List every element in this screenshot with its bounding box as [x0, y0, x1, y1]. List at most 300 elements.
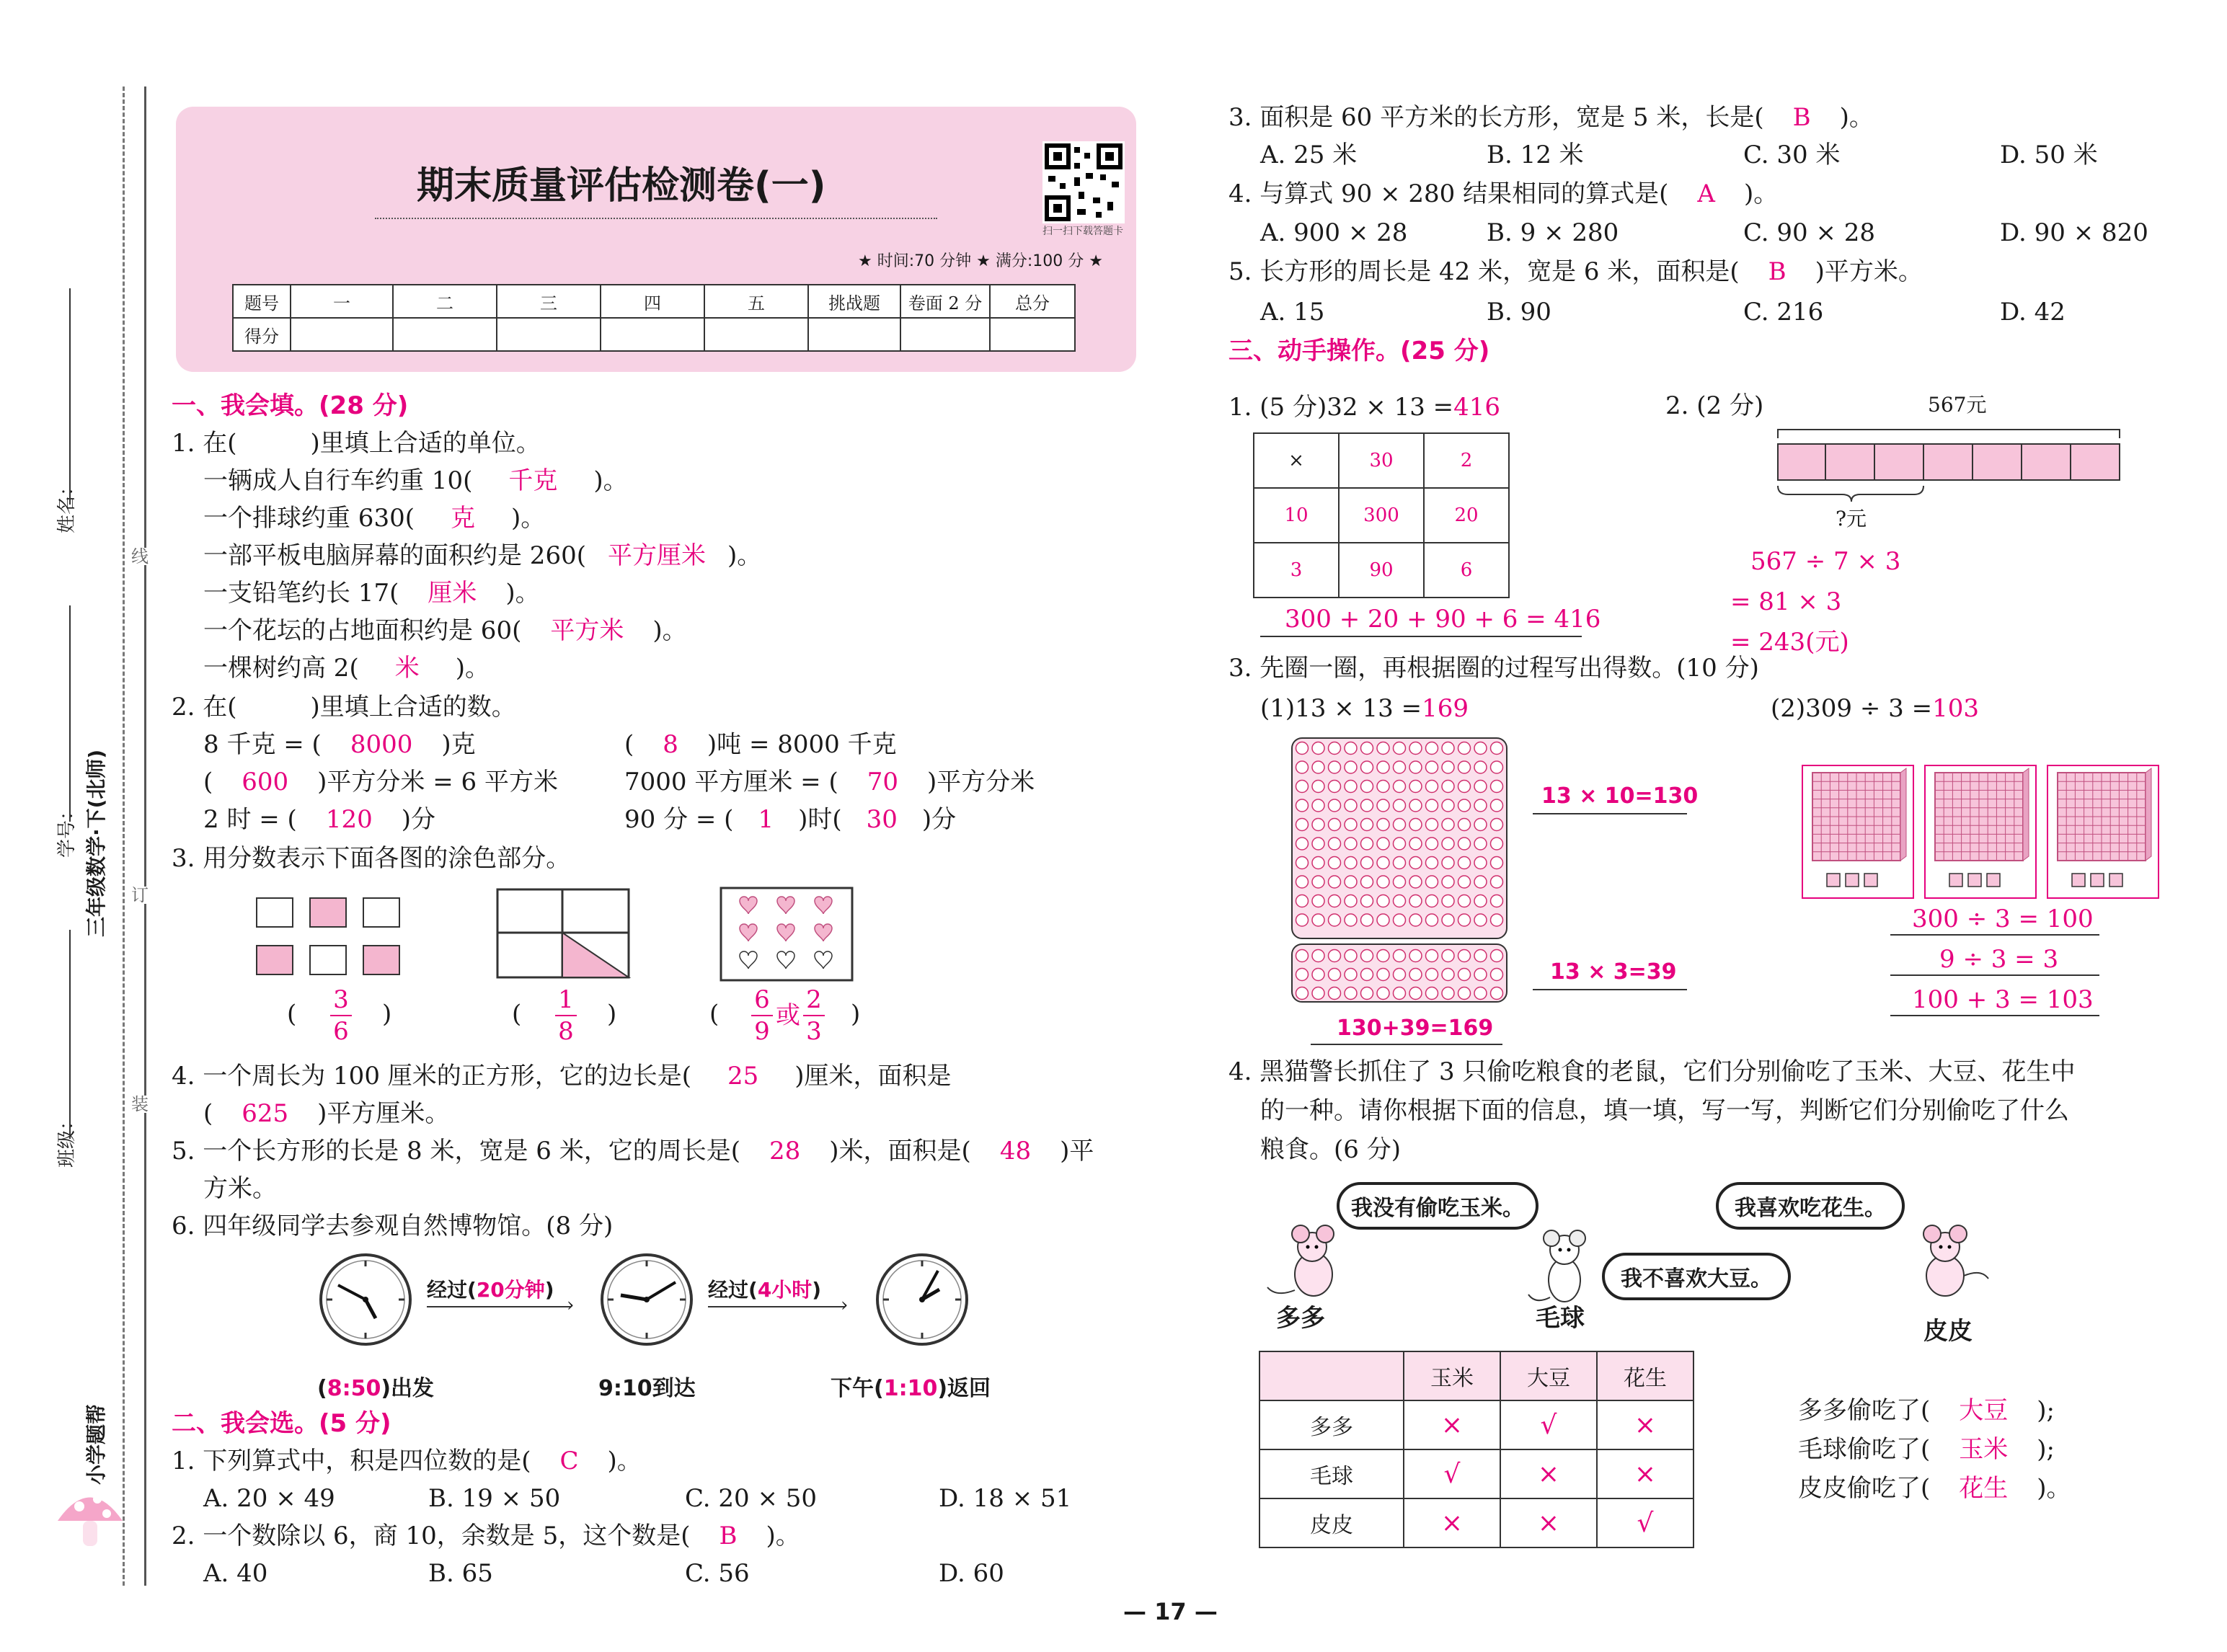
dot	[1377, 838, 1389, 850]
s3-q1	[1228, 393, 1501, 422]
dot	[1329, 876, 1341, 888]
dot	[1409, 781, 1422, 793]
s1-q3: 3. 用分数表示下面各图的涂色部分。	[172, 844, 571, 873]
answer: 28	[769, 1137, 801, 1165]
answer-line-pipi	[1798, 1476, 2071, 1501]
option: A. 20 × 49	[203, 1484, 335, 1513]
seal-ding: 订	[131, 885, 149, 905]
dot	[1296, 950, 1309, 962]
option: C. 90 × 28	[1743, 218, 1876, 247]
dot	[1491, 761, 1503, 773]
row-header: 毛球	[1259, 1449, 1404, 1498]
spine-name-label: 姓名：	[56, 476, 78, 533]
answer-line-maoqiu	[1798, 1437, 2055, 1462]
dot	[1329, 969, 1341, 981]
option: B. 19 × 50	[428, 1484, 561, 1513]
answer: 169	[1422, 694, 1469, 723]
answer: 1	[758, 805, 774, 834]
numerator: 6	[754, 985, 770, 1014]
dot	[1329, 799, 1341, 812]
clock-icon-arrive	[598, 1251, 695, 1348]
option: C. 216	[1743, 298, 1824, 327]
txt: 毛球偷吃了(	[1798, 1435, 1931, 1464]
s1-q1a	[203, 468, 628, 493]
answer: 平方米	[550, 616, 624, 645]
mouse-icon-duoduo	[1262, 1218, 1355, 1305]
txt: 1. (5 分)32 × 13 =	[1228, 393, 1454, 422]
txt: 下午(	[831, 1376, 884, 1401]
s1-q2c1	[203, 807, 435, 832]
flat-side	[2146, 768, 2151, 861]
dot	[1458, 914, 1471, 926]
dot	[1296, 876, 1309, 888]
s1-q4-line1	[172, 1062, 952, 1091]
dot	[1296, 895, 1309, 907]
answer: 克	[450, 504, 475, 533]
txt: )平方米。	[1815, 257, 1923, 286]
s1-q2a1	[203, 732, 476, 757]
grid-sum-underline	[1260, 636, 1582, 637]
table-cell: ×	[1597, 1400, 1694, 1449]
arrow-head: ›	[567, 1294, 575, 1316]
txt: )。	[505, 579, 540, 608]
dot	[1474, 742, 1487, 755]
mouse-name-pipi: 皮皮	[1923, 1317, 1973, 1346]
dot	[1426, 876, 1438, 888]
txt: )分	[401, 805, 435, 834]
s1-q1d	[203, 579, 540, 608]
grid-cell: 2	[1424, 433, 1509, 488]
unit-cube	[2109, 874, 2122, 887]
s2-q1	[172, 1449, 642, 1473]
s1-q4-line2	[203, 1101, 449, 1126]
txt: )平方分米	[926, 768, 1035, 796]
option: A. 25 米	[1260, 141, 1358, 169]
dot	[1426, 838, 1438, 850]
blocks-calc-3-underline	[1890, 1015, 2099, 1016]
dot	[1442, 857, 1454, 869]
s3-q4-line3: 粮食。(6 分)	[1260, 1135, 1401, 1164]
dot	[1345, 987, 1357, 1000]
blocks-calc-3: 100 + 3 = 103	[1912, 985, 2094, 1014]
table-cell: ×	[1404, 1400, 1500, 1449]
dot	[1329, 950, 1341, 962]
dot	[1361, 838, 1373, 850]
answer: 48	[999, 1137, 1032, 1165]
dot	[1394, 742, 1406, 755]
answer: A	[1697, 179, 1715, 208]
dot	[1377, 742, 1389, 755]
dot	[1474, 799, 1487, 812]
dot	[1409, 895, 1422, 907]
answer: 120	[325, 805, 373, 834]
dot	[1442, 987, 1454, 1000]
dot	[1377, 857, 1389, 869]
dot	[1329, 781, 1341, 793]
dot	[1458, 799, 1471, 812]
dot	[1377, 950, 1389, 962]
txt: 一个花坛的占地面积约是 60(	[203, 616, 522, 645]
option: A. 900 × 28	[1260, 218, 1408, 247]
txt: 5. 长方形的周长是 42 米，宽是 6 米，面积是(	[1228, 257, 1740, 286]
dot	[1394, 914, 1406, 926]
answer: C	[559, 1447, 579, 1475]
dot	[1312, 876, 1324, 888]
dot	[1474, 761, 1487, 773]
seal-xian: 线	[131, 546, 149, 567]
q2-calc-line3: = 243(元)	[1730, 628, 1849, 657]
answer: 花生	[1959, 1474, 2009, 1503]
q2-calc-line2: = 81 × 3	[1730, 587, 1842, 616]
dot	[1409, 799, 1422, 812]
answer: 70	[867, 768, 898, 796]
dot	[1312, 987, 1324, 1000]
option: B. 65	[428, 1559, 493, 1588]
grid-cell: 20	[1424, 488, 1509, 543]
dot	[1491, 876, 1503, 888]
seal-zhuang: 装	[131, 1094, 149, 1114]
col-header: 玉米	[1404, 1351, 1500, 1400]
dot	[1409, 969, 1422, 981]
s1-q2a2	[624, 732, 897, 757]
spine-book: 三年级数学·下(北师)	[84, 749, 108, 937]
dot	[1329, 987, 1341, 1000]
dot	[1409, 838, 1422, 850]
dot	[1442, 781, 1454, 793]
grid-cell: 30	[1339, 433, 1424, 488]
dot	[1442, 969, 1454, 981]
txt: 1. 下列算式中，积是四位数的是(	[172, 1447, 531, 1475]
txt: )	[544, 1278, 554, 1302]
txt: (	[317, 1376, 327, 1401]
dot	[1409, 761, 1422, 773]
dot	[1458, 742, 1471, 755]
answer: B	[1792, 103, 1811, 132]
option: B. 9 × 280	[1487, 218, 1619, 247]
dot	[1361, 950, 1373, 962]
score-col: 卷面 2 分	[900, 285, 990, 318]
txt: 一棵树约高 2(	[203, 654, 359, 683]
table-cell: √	[1404, 1449, 1500, 1498]
dot	[1394, 987, 1406, 1000]
denominator: 8	[558, 1017, 574, 1046]
paren: )	[607, 1000, 617, 1029]
blocks-calc-2: 9 ÷ 3 = 3	[1939, 945, 2059, 974]
dot	[1491, 799, 1503, 812]
option: B. 90	[1487, 298, 1551, 327]
option: A. 40	[203, 1559, 268, 1588]
answer: 8000	[350, 730, 413, 759]
grid-cell: 90	[1339, 543, 1424, 598]
dot	[1361, 914, 1373, 926]
dot	[1409, 914, 1422, 926]
grid-cell: 10	[1254, 488, 1339, 543]
dot	[1361, 761, 1373, 773]
dot	[1394, 838, 1406, 850]
dot	[1296, 742, 1309, 755]
spine-name-underline	[69, 288, 71, 505]
dot	[1426, 950, 1438, 962]
fraction-figure-squares	[254, 894, 405, 980]
s1-q1c	[203, 543, 761, 568]
option: D. 50 米	[2000, 141, 2098, 169]
dot	[1329, 914, 1341, 926]
dot	[1345, 742, 1357, 755]
dot-array-13x13	[1290, 737, 1510, 1003]
spine-class-underline	[69, 930, 71, 1139]
dot	[1345, 857, 1357, 869]
txt: )返回	[937, 1376, 991, 1401]
answer: 625	[242, 1099, 289, 1128]
txt: )。	[727, 541, 762, 570]
answer: 玉米	[1959, 1435, 2009, 1464]
dot	[1458, 876, 1471, 888]
s2-q3	[1228, 105, 1874, 130]
s1-q2b1	[203, 770, 558, 794]
dot	[1345, 799, 1357, 812]
txt: )。	[1743, 179, 1779, 208]
answer: 8	[663, 730, 678, 759]
txt: )出发	[381, 1376, 435, 1401]
txt: 5. 一个长方形的长是 8 米，宽是 6 米，它的周长是(	[172, 1137, 741, 1165]
txt: 4. 与算式 90 × 280 结果相同的算式是(	[1228, 179, 1669, 208]
dot	[1442, 950, 1454, 962]
s1-q2: 2. 在( )里填上合适的数。	[172, 693, 516, 721]
txt: )。	[510, 504, 546, 533]
dot	[1361, 857, 1373, 869]
dot	[1377, 799, 1389, 812]
score-col: 题号	[233, 285, 291, 318]
dot	[1474, 819, 1487, 831]
txt: 一部平板电脑屏幕的面积约是 260(	[203, 541, 586, 570]
numerator: 3	[333, 985, 349, 1014]
s3-q3a	[1260, 696, 1469, 721]
multiplication-grid	[1253, 432, 1510, 598]
option: A. 15	[1260, 298, 1325, 327]
s3-q3: 3. 先圈一圈，再根据圈的过程写出得数。(10 分)	[1228, 654, 1759, 683]
txt: )。	[2037, 1474, 2071, 1503]
dot	[1458, 781, 1471, 793]
paren: (	[287, 1000, 297, 1029]
s3-q2: 2. (2 分)	[1665, 391, 1764, 420]
txt: (	[624, 730, 634, 759]
txt: )时(	[798, 805, 842, 834]
spine-id-label: 学号：	[56, 801, 78, 858]
dot	[1426, 761, 1438, 773]
unit-cube	[2072, 874, 2085, 887]
dot	[1426, 819, 1438, 831]
dot	[1377, 914, 1389, 926]
exam-meta: ★ 时间:70 分钟 ★ 满分:100 分 ★	[858, 252, 1103, 270]
arrow-head: ›	[841, 1294, 849, 1316]
answer: 600	[242, 768, 289, 796]
q2-calc-line1: 567 ÷ 7 × 3	[1750, 547, 1901, 576]
txt: (2)309 ÷ 3 =	[1771, 694, 1933, 723]
speech-bubble-pipi: 我喜欢吃花生。	[1716, 1182, 1905, 1230]
blocks-calc-2-underline	[1890, 974, 2099, 976]
dot	[1312, 819, 1324, 831]
txt: );	[2037, 1435, 2055, 1464]
score-col: 二	[393, 285, 497, 318]
answer: 4小时	[757, 1278, 813, 1302]
arrow-line	[427, 1306, 571, 1307]
fraction-answer-3a	[751, 987, 773, 1044]
flat-side	[2023, 768, 2029, 861]
answer: 千克	[508, 466, 558, 495]
unit-cube	[1949, 874, 1962, 887]
dot	[1442, 838, 1454, 850]
answer: 平方厘米	[607, 541, 706, 570]
dot	[1377, 761, 1389, 773]
dot	[1458, 761, 1471, 773]
dot	[1377, 876, 1389, 888]
dot	[1426, 895, 1438, 907]
dot	[1474, 838, 1487, 850]
dot	[1296, 914, 1309, 926]
dot	[1426, 781, 1438, 793]
score-row-label: 得分	[233, 318, 291, 351]
dot	[1312, 781, 1324, 793]
dot	[1377, 781, 1389, 793]
fraction-answer-2	[555, 987, 577, 1044]
dot	[1491, 781, 1503, 793]
clock-icon-return	[874, 1251, 970, 1348]
deduction-table	[1259, 1351, 1694, 1548]
dot	[1377, 987, 1389, 1000]
denominator: 3	[806, 1017, 822, 1046]
s3-q3b	[1771, 696, 1979, 721]
unit-cube	[1864, 874, 1877, 887]
dot	[1296, 838, 1309, 850]
dot	[1394, 950, 1406, 962]
grid-cell: ×	[1254, 433, 1339, 488]
dot	[1312, 914, 1324, 926]
answer: 厘米	[428, 579, 477, 608]
dot	[1474, 914, 1487, 926]
table-cell: ×	[1500, 1498, 1597, 1547]
arrive-time: 9:10到达	[598, 1376, 696, 1401]
score-col: 五	[704, 285, 808, 318]
s1-q2b2	[624, 770, 1035, 794]
dot	[1296, 819, 1309, 831]
dot	[1345, 895, 1357, 907]
speech-bubble-duoduo: 我没有偷吃玉米。	[1337, 1182, 1538, 1230]
return-time	[831, 1378, 991, 1400]
s2-q4	[1228, 179, 1779, 208]
section2-title: 二、我会选。(5 分)	[172, 1409, 391, 1438]
dot	[1458, 857, 1471, 869]
fraction-figure-rectangle	[496, 888, 632, 980]
dot	[1377, 895, 1389, 907]
s1-q5-line2: 方米。	[203, 1174, 277, 1203]
s2-q5	[1228, 259, 1923, 284]
spine-id-underline	[69, 605, 71, 822]
txt: 一辆成人自行车约重 10(	[203, 466, 473, 495]
dot	[1296, 781, 1309, 793]
paren: )	[851, 1000, 861, 1029]
dots-calc-3: 130+39=169	[1337, 1016, 1494, 1041]
txt: )吨 = 8000 千克	[707, 730, 897, 759]
unit-cube	[1827, 874, 1840, 887]
dot	[1491, 742, 1503, 755]
txt: 皮皮偷吃了(	[1798, 1474, 1931, 1503]
txt: )	[812, 1278, 822, 1302]
answer: B	[1768, 257, 1787, 286]
dot	[1491, 857, 1503, 869]
score-col: 一	[291, 285, 393, 318]
dot	[1474, 987, 1487, 1000]
txt: 4. 一个周长为 100 厘米的正方形，它的边长是(	[172, 1062, 692, 1091]
dot	[1409, 876, 1422, 888]
dot	[1491, 950, 1503, 962]
option: D. 18 × 51	[939, 1484, 1072, 1513]
dot	[1458, 819, 1471, 831]
dot	[1296, 987, 1309, 1000]
txt: )平	[1060, 1137, 1094, 1165]
answer: 30	[866, 805, 898, 834]
s1-q1: 1. 在( )里填上合适的单位。	[172, 429, 541, 458]
pass-label-2	[708, 1280, 821, 1300]
grid-sum: 300 + 20 + 90 + 6 = 416	[1285, 605, 1601, 634]
txt: 90 分 = (	[624, 805, 734, 834]
dots-calc-2: 13 × 3=39	[1550, 959, 1677, 985]
mouse-icon-maoqiu	[1521, 1222, 1608, 1309]
dot	[1458, 987, 1471, 1000]
unit-cube	[1968, 874, 1981, 887]
txt: (	[203, 1099, 213, 1128]
numerator: 1	[558, 985, 574, 1014]
answer: 大豆	[1959, 1396, 2009, 1425]
dot	[1458, 838, 1471, 850]
dot	[1345, 914, 1357, 926]
txt: )。	[1839, 103, 1874, 132]
score-col: 三	[497, 285, 601, 318]
txt: )克	[441, 730, 476, 759]
s1-q5-line1	[172, 1139, 1094, 1163]
dot	[1312, 761, 1324, 773]
section1-title: 一、我会填。(28 分)	[172, 391, 409, 420]
dot	[1345, 838, 1357, 850]
row-header: 皮皮	[1259, 1498, 1404, 1547]
answer: 416	[1453, 393, 1501, 422]
dot	[1474, 969, 1487, 981]
table-cell: √	[1597, 1498, 1694, 1547]
base-ten-blocks	[1801, 764, 2161, 901]
grid-cell: 300	[1339, 488, 1424, 543]
dot	[1458, 895, 1471, 907]
dot	[1345, 819, 1357, 831]
dot	[1491, 895, 1503, 907]
dot	[1474, 950, 1487, 962]
txt: 一个排球约重 630(	[203, 504, 415, 533]
dot	[1409, 950, 1422, 962]
s2-q2	[172, 1524, 800, 1548]
txt: )米，面积是(	[829, 1137, 971, 1165]
dot	[1394, 819, 1406, 831]
depart-time	[317, 1378, 434, 1400]
txt: 经过(	[427, 1278, 477, 1302]
dot	[1361, 742, 1373, 755]
txt: )平方厘米。	[317, 1099, 450, 1128]
dot	[1442, 799, 1454, 812]
dots-calc-2-underline	[1533, 989, 1687, 990]
dot	[1329, 857, 1341, 869]
dot	[1491, 819, 1503, 831]
txt: )。	[766, 1522, 800, 1550]
dots-calc-3-underline	[1311, 1044, 1502, 1045]
dot	[1361, 819, 1373, 831]
dot	[1442, 895, 1454, 907]
